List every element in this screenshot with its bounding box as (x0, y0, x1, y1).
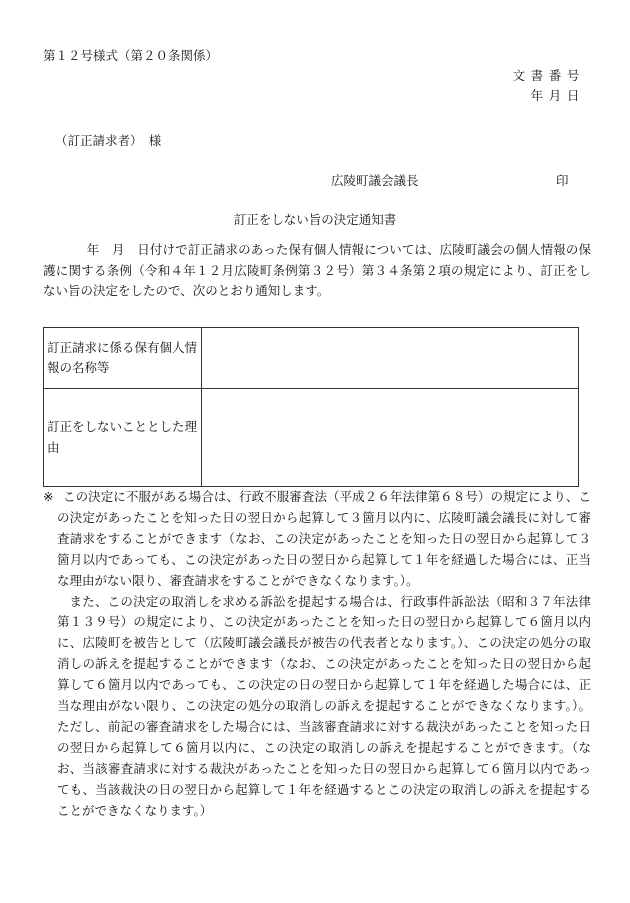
intro-section (43, 240, 591, 302)
form-number: 第１２号様式（第２０条関係） (43, 48, 219, 63)
notes-section (43, 487, 591, 822)
seal-mark: 印 (556, 173, 569, 188)
reason-label: 訂正をしないこととした理由 (44, 389, 202, 487)
note-lawsuit: また、この決定の取消しを求める訴訟を提起する場合は、行政事件訴訟法（昭和３７年法律第１３９号）の規定により、この決定があったことを知った日の翌日から起算して６箇月以内に、広陵町を被告として（広陵町議会議長が被告の代表者となります。）、この決定の処分の取消しの訴えを提起することができます（なお、この決定があったことを知った日の翌日から起算して６箇月以内であっても、この決定の日の翌日から起算して１年を経過した場合には、正当な理由がない限り、この決定の処分の取消しの訴えを提起することができなくなります。）。ただし、前記の審査請求をした場合には、当該審査請求に対する裁決があったことを知った日の翌日から起算して６箇月以内に、この決定の取消しの訴えを提起することができます。（なお、当該審査請求に対する裁決があったことを知った日の翌日から起算して６箇月以内であっても、当該裁決の日の翌日から起算して１年を経過するとこの決定の取消しの訴えを提起することができなくなります。） (57, 593, 591, 818)
note-mark: ※ (43, 489, 54, 504)
intro-paragraph: 年 月 日付けで訂正請求のあった保有個人情報については、広陵町議会の個人情報の保護に関する条例（令和４年１２月広陵町条例第３２号）第３４条第２項の規定により、訂正をしない旨の決定をしたので、次のとおり通知します。 (43, 242, 591, 298)
date-label: 年月日 (530, 88, 585, 103)
issuer: 広陵町議会議長 (331, 173, 419, 188)
table-row (44, 328, 579, 389)
table-row (44, 389, 579, 487)
info-name-value (202, 328, 579, 389)
reason-value (202, 389, 579, 487)
document-title: 訂正をしない旨の決定通知書 (233, 212, 397, 227)
document-number-label: 文書番号 (512, 68, 585, 83)
info-name-label: 訂正請求に係る保有個人情報の名称等 (44, 328, 202, 389)
note-appeal (43, 487, 591, 592)
addressee: （訂正請求者） 様 (55, 133, 162, 148)
info-table (43, 327, 579, 487)
note-appeal-text: この決定に不服がある場合は、行政不服審査法（平成２６年法律第６８号）の規定により、この決定があったことを知った日の翌日から起算して３箇月以内に、広陵町議会議長に対して審査請求をすることができます（なお、この決定があったことを知った日の翌日から起算して３箇月以内であっても、この決定があった日の翌日から起算して１年を経過した場合には、正当な理由がない限り、審査請求をすることができなくなります。）。 (57, 489, 591, 588)
